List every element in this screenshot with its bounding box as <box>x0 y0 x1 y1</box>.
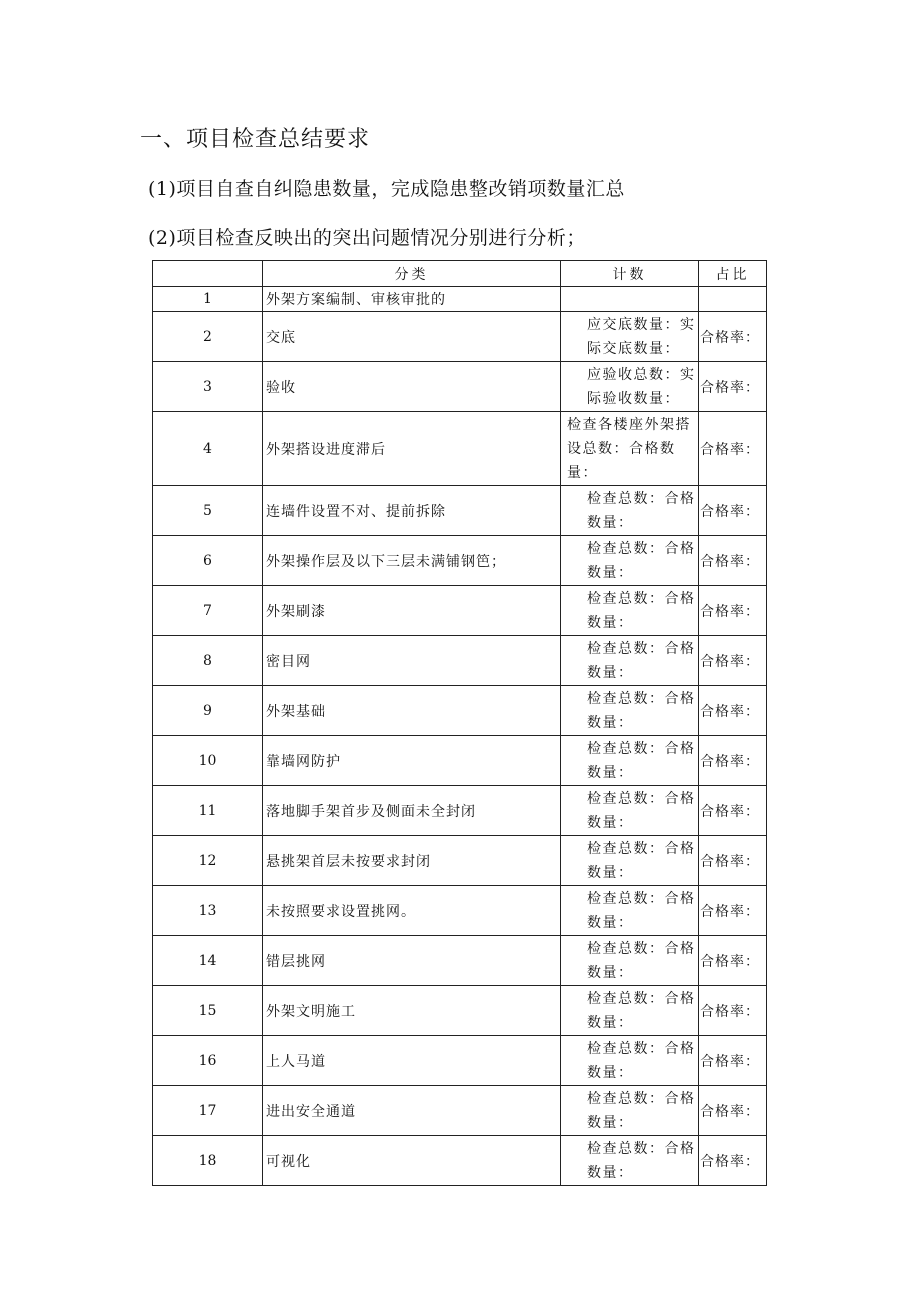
row-count: 检查总数：合格数量： <box>561 486 699 536</box>
row-ratio: 合格率： <box>699 486 767 536</box>
row-category: 交底 <box>263 312 561 362</box>
row-count: 检查总数：合格数量： <box>561 1036 699 1086</box>
row-category: 连墙件设置不对、提前拆除 <box>263 486 561 536</box>
row-number: 5 <box>153 486 263 536</box>
row-ratio: 合格率： <box>699 686 767 736</box>
row-number: 1 <box>153 287 263 312</box>
row-ratio: 合格率： <box>699 886 767 936</box>
section-heading: 一、项目检查总结要求 <box>140 127 371 152</box>
table-row <box>153 287 767 312</box>
row-category: 靠墙网防护 <box>263 736 561 786</box>
row-count: 应验收总数：实际验收数量： <box>561 362 699 412</box>
row-number: 10 <box>153 736 263 786</box>
row-ratio: 合格率： <box>699 412 767 486</box>
row-category: 上人马道 <box>263 1036 561 1086</box>
row-category: 外架刷漆 <box>263 586 561 636</box>
inspection-summary-table <box>152 260 767 1186</box>
row-category: 悬挑架首层未按要求封闭 <box>263 836 561 886</box>
row-number: 14 <box>153 936 263 986</box>
row-ratio: 合格率： <box>699 586 767 636</box>
row-ratio <box>699 287 767 312</box>
table-header-row <box>153 261 767 287</box>
row-number: 13 <box>153 886 263 936</box>
row-ratio: 合格率： <box>699 536 767 586</box>
table-row <box>153 786 767 836</box>
row-count: 检查总数：合格数量： <box>561 936 699 986</box>
row-ratio: 合格率： <box>699 736 767 786</box>
table-row <box>153 886 767 936</box>
header-ratio: 占比 <box>699 261 767 287</box>
row-ratio: 合格率： <box>699 836 767 886</box>
table-row <box>153 412 767 486</box>
row-count: 检查总数：合格数量： <box>561 686 699 736</box>
row-category: 可视化 <box>263 1136 561 1186</box>
row-count: 检查总数：合格数量： <box>561 836 699 886</box>
row-category: 外架文明施工 <box>263 986 561 1036</box>
row-category: 错层挑网 <box>263 936 561 986</box>
row-category: 密目网 <box>263 636 561 686</box>
row-count: 检查总数：合格数量： <box>561 886 699 936</box>
row-category: 外架搭设进度滞后 <box>263 412 561 486</box>
requirement-1: (1)项目自查自纠隐患数量，完成隐患整改销项数量汇总 <box>148 178 625 200</box>
row-number: 2 <box>153 312 263 362</box>
row-ratio: 合格率： <box>699 986 767 1036</box>
row-count: 检查总数：合格数量： <box>561 1086 699 1136</box>
row-number: 4 <box>153 412 263 486</box>
row-number: 7 <box>153 586 263 636</box>
table-row <box>153 1086 767 1136</box>
header-category: 分类 <box>263 261 561 287</box>
row-ratio: 合格率： <box>699 1136 767 1186</box>
table-row <box>153 486 767 536</box>
row-number: 6 <box>153 536 263 586</box>
table-row <box>153 312 767 362</box>
row-category: 外架方案编制、审核审批的 <box>263 287 561 312</box>
row-count: 检查总数：合格数量： <box>561 636 699 686</box>
table-row <box>153 1136 767 1186</box>
table-row <box>153 536 767 586</box>
row-ratio: 合格率： <box>699 1036 767 1086</box>
row-ratio: 合格率： <box>699 786 767 836</box>
row-number: 11 <box>153 786 263 836</box>
row-count: 检查总数：合格数量： <box>561 986 699 1036</box>
table-row <box>153 1036 767 1086</box>
row-ratio: 合格率： <box>699 362 767 412</box>
header-count: 计数 <box>561 261 699 287</box>
table-row <box>153 736 767 786</box>
row-count: 检查各楼座外架搭设总数：合格数量： <box>561 412 699 486</box>
row-ratio: 合格率： <box>699 936 767 986</box>
row-count: 应交底数量：实际交底数量： <box>561 312 699 362</box>
row-ratio: 合格率： <box>699 636 767 686</box>
row-number: 9 <box>153 686 263 736</box>
table-row <box>153 636 767 686</box>
table-row <box>153 836 767 886</box>
row-number: 12 <box>153 836 263 886</box>
row-number: 16 <box>153 1036 263 1086</box>
row-category: 落地脚手架首步及侧面未全封闭 <box>263 786 561 836</box>
row-count <box>561 287 699 312</box>
row-category: 外架操作层及以下三层未满铺钢笆； <box>263 536 561 586</box>
row-ratio: 合格率： <box>699 1086 767 1136</box>
row-count: 检查总数：合格数量： <box>561 536 699 586</box>
row-count: 检查总数：合格数量： <box>561 1136 699 1186</box>
row-number: 3 <box>153 362 263 412</box>
requirement-2: (2)项目检查反映出的突出问题情况分别进行分析； <box>148 227 586 249</box>
row-count: 检查总数：合格数量： <box>561 586 699 636</box>
row-number: 15 <box>153 986 263 1036</box>
row-category: 未按照要求设置挑网。 <box>263 886 561 936</box>
table-row <box>153 586 767 636</box>
row-category: 进出安全通道 <box>263 1086 561 1136</box>
row-number: 17 <box>153 1086 263 1136</box>
table-row <box>153 686 767 736</box>
row-count: 检查总数：合格数量： <box>561 736 699 786</box>
row-count: 检查总数：合格数量： <box>561 786 699 836</box>
row-category: 外架基础 <box>263 686 561 736</box>
header-number <box>153 261 263 287</box>
row-number: 18 <box>153 1136 263 1186</box>
table-row <box>153 362 767 412</box>
row-number: 8 <box>153 636 263 686</box>
row-ratio: 合格率： <box>699 312 767 362</box>
table-row <box>153 986 767 1036</box>
row-category: 验收 <box>263 362 561 412</box>
table-row <box>153 936 767 986</box>
